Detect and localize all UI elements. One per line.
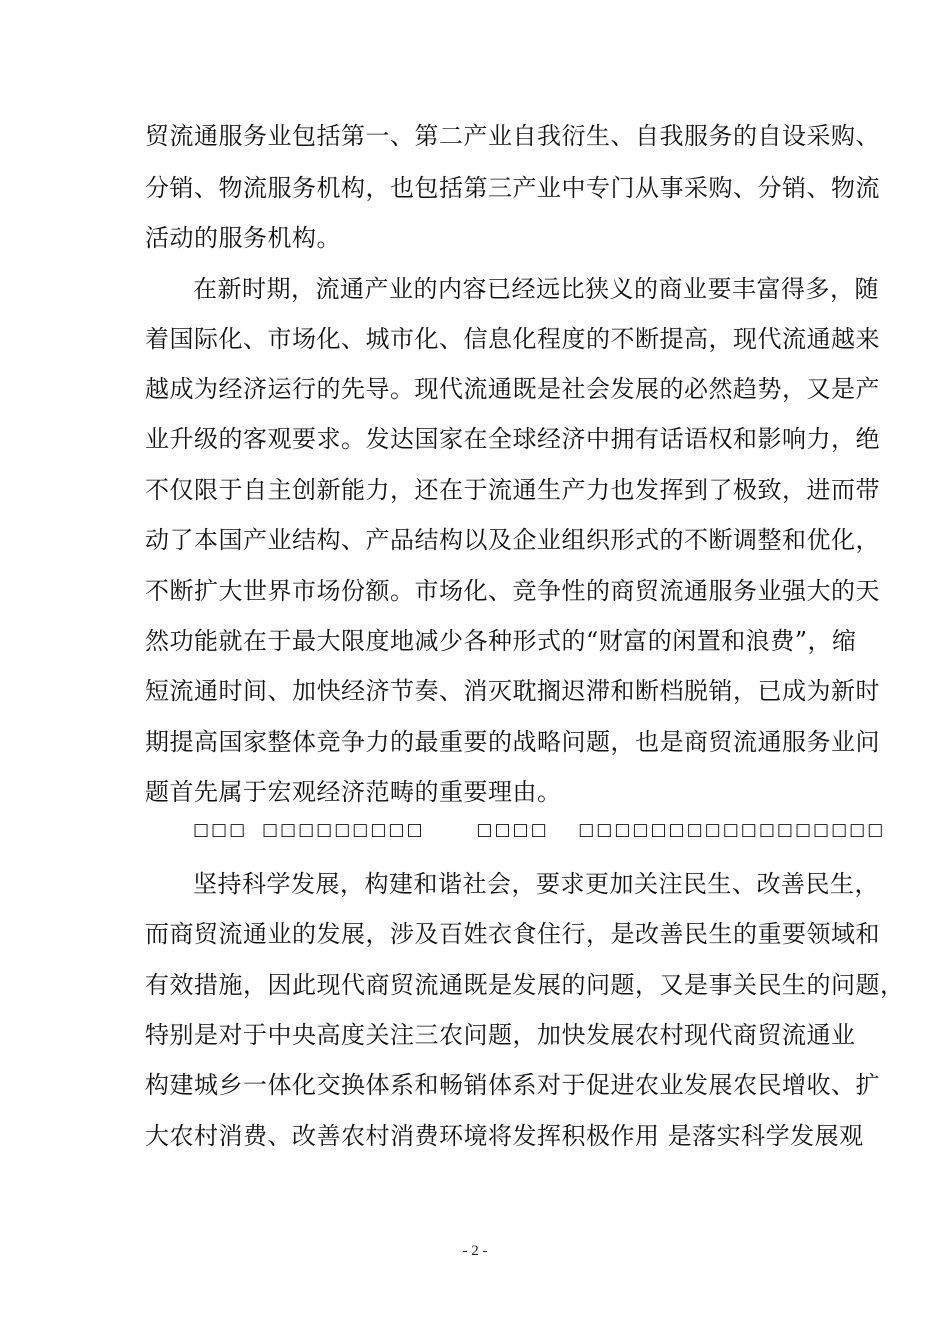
section-heading: □□□ □□□□□□□□□ □□□□ □□□□□□□□□□□□□□□□□ (193, 820, 886, 840)
paragraph-line: 不断扩大世界市场份额。市场化、竞争性的商贸流通服务业强大的天 (145, 577, 880, 605)
paragraph-line: 大农村消费、改善农村消费环境将发挥积极作用 是落实科学发展观 (145, 1122, 864, 1150)
paragraph-line: 然功能就在于最大限度地减少各种形式的“财富的闲置和浪费”，缩 (145, 627, 857, 655)
paragraph-line: 不仅限于自主创新能力，还在于流通生产力也发挥到了极致，进而带 (145, 476, 880, 504)
paragraph-line: 贸流通服务业包括第一、第二产业自我衍生、自我服务的自设采购、 (145, 122, 880, 150)
paragraph-line: 期提高国家整体竞争力的最重要的战略问题，也是商贸流通服务业问 (145, 728, 880, 756)
paragraph-line: 分销、物流服务机构，也包括第三产业中专门从事采购、分销、物流 (145, 174, 880, 202)
paragraph-line: 有效措施，因此现代商贸流通既是发展的问题，又是事关民生的问题， (145, 971, 905, 999)
page-number: - 2 - (462, 1243, 488, 1259)
paragraph-line: 特别是对于中央高度关注三农问题，加快发展农村现代商贸流通业 (145, 1021, 856, 1049)
paragraph-line: 坚持科学发展，构建和谐社会，要求更加关注民生、改善民生， (193, 870, 879, 898)
paragraph-line: 短流通时间、加快经济节奏、消灭耽搁迟滞和断档脱销，已成为新时 (145, 677, 880, 705)
paragraph-line: 着国际化、市场化、城市化、信息化程度的不断提高，现代流通越来 (145, 325, 880, 353)
paragraph-line: 在新时期，流通产业的内容已经远比狭义的商业要丰富得多，随 (193, 275, 879, 303)
paragraph-line: 动了本国产业结构、产品结构以及企业组织形式的不断调整和优化， (145, 526, 880, 554)
paragraph-line: 活动的服务机构。 (145, 224, 341, 252)
paragraph-line: 题首先属于宏观经济范畴的重要理由。 (145, 778, 562, 806)
paragraph-line: 构建城乡一体化交换体系和畅销体系对于促进农业发展农民增收、扩 (145, 1071, 880, 1099)
paragraph-line: 而商贸流通业的发展，涉及百姓衣食住行，是改善民生的重要领域和 (145, 920, 880, 948)
paragraph-line: 越成为经济运行的先导。现代流通既是社会发展的必然趋势，又是产 (145, 375, 880, 403)
paragraph-line: 业升级的客观要求。发达国家在全球经济中拥有话语权和影响力，绝 (145, 425, 880, 453)
